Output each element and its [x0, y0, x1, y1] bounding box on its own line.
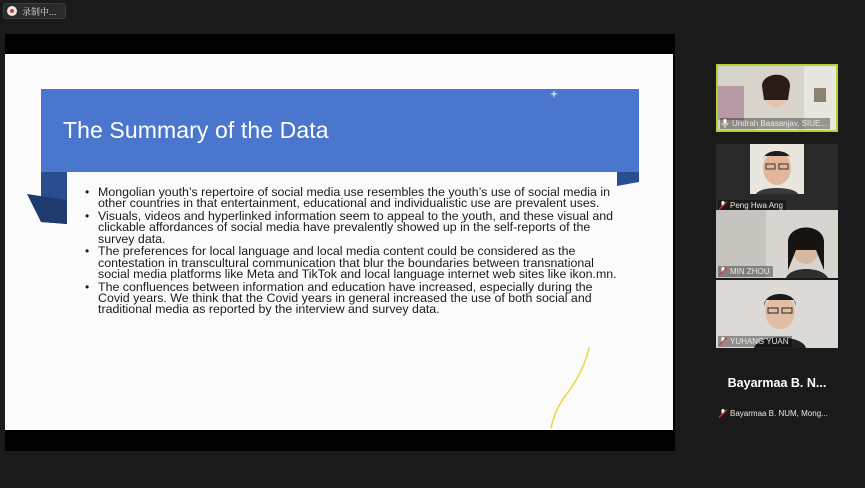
recording-indicator[interactable]	[3, 3, 66, 19]
record-icon	[7, 6, 17, 16]
mic-muted-icon	[719, 267, 727, 276]
participant-name-tag: Bayarmaa B. NUM, Mong...	[718, 408, 831, 419]
presentation-slide	[5, 54, 673, 430]
decorative-sparkle-icon	[550, 90, 558, 98]
mic-muted-icon	[719, 337, 727, 346]
participant-tile-undrah[interactable]	[716, 64, 838, 132]
participant-name-tag: Undrah Baasanjav, SIUE...	[720, 118, 830, 129]
participant-tile-min[interactable]	[716, 210, 838, 278]
recording-label: 录制中...	[22, 6, 57, 17]
mic-icon	[721, 119, 729, 128]
bullet-item: • Mongolian youth’s repertoire of social media use resembles the youth’s use of social media in other countries in that entertainment, educational and individualistic use are prevalent uses.	[85, 185, 610, 211]
participant-tile-bayarmaa[interactable]	[716, 352, 838, 420]
bullet-item: • Visuals, videos and hyperlinked information seem to appeal to the youth, and these visual and clickable affordances of social media have prevalently showed up in the self-reports of the survey data.	[85, 209, 613, 246]
annotation-pen-stroke	[545, 344, 605, 430]
slide-title-bar	[41, 89, 639, 172]
bullet-item: • The confluences between information and education have increased, especially during the Covid years. We think that the Covid years in general increased the use of both social and traditional media as reported by the interview and survey data.	[85, 279, 593, 317]
participant-name-tag: YUHANG YUAN	[718, 336, 792, 347]
mic-muted-icon	[719, 409, 727, 418]
title-fold-right	[617, 172, 643, 186]
slide-bullet-list	[83, 187, 623, 317]
participant-name-tag: MIN ZHOU	[718, 266, 773, 277]
bullet-item: • The preferences for local language and local media content could be considered as the contestation in transcultural communication that blur the boundaries between transnational social media platforms like Meta and TikTok and local language internet web sites like ikon.mn.	[85, 244, 617, 282]
mic-muted-icon	[719, 201, 727, 210]
participant-tile-yuhang[interactable]	[716, 280, 838, 348]
participant-tile-peng[interactable]	[716, 144, 838, 212]
participant-display-name: Bayarmaa B. N...	[727, 376, 827, 390]
participant-name-tag: Peng Hwa Ang	[718, 200, 786, 211]
shared-screen	[5, 34, 675, 451]
slide-title: The Summary of the Data	[63, 117, 329, 143]
